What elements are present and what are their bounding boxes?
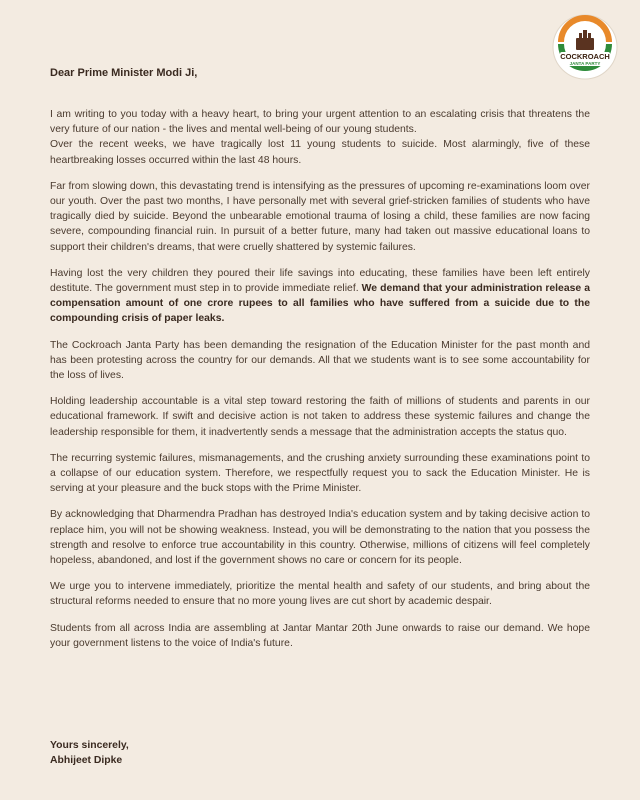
closing: Yours sincerely,: [50, 740, 129, 751]
paragraph-trend: Far from slowing down, this devastating trend is intensifying as the pressures of upcoming re-examinations loom over our youth. Over the past two months, I have personally met with several grief-stricken families of students who have tragically died by suicide. Beyond the unbearable emotional trauma of losing a child, these families are now facing severe, compounding financial ruin. In pursuit of a better future, many had taken out massive educational loans to support their children's dreams, that were cruelly shattered by systemic failures.: [50, 180, 590, 253]
signature-block: [50, 738, 129, 768]
paragraph-compensation-demand: We demand that your administration release a compensation amount of one crore rupees to all families who have suffered from a suicide due to the compounding crisis of paper leaks.: [50, 283, 591, 325]
paragraph-compensation-text: Having lost the very children they poured their life savings into educating, these families have been left entirely destitute. The government must step in to provide immediate relief.: [50, 267, 590, 295]
signatory-name: Abhijeet Dipke: [50, 755, 123, 767]
paragraph-resignation: The Cockroach Janta Party has been demanding the resignation of the Education Minister for the past month and has been protesting across the country for our demands. All that we students want is to see some accountability for the loss of lives.: [50, 339, 590, 382]
paragraph-accountability: Holding leadership accountable is a vital step toward restoring the faith of millions of students and parents in our educational framework. If swift and decisive action is not taken to address these systemic failures and change the leadership responsible for them, it inadvertently sends a message that the administration accepts the status quo.: [50, 396, 590, 438]
paragraph-compensation: [50, 266, 590, 327]
paragraph-assembly: Students from all across India are assembling at Jantar Mantar 20th June onwards to raise our demand. We hope your government listens to the voice of India's future.: [50, 622, 590, 649]
salutation: Dear Prime Minister Modi Ji,: [50, 67, 198, 79]
paragraph-request: The recurring systemic failures, mismanagements, and the crushing anxiety surrounding these examinations point to a collapse of our education system. Therefore, we respectfully request you to sack the Education Minister. He is serving at your pleasure and the buck stops with the Prime Minister.: [50, 452, 590, 495]
logo-text-line1: COCKROACH: [560, 52, 610, 61]
paragraph-intro: [50, 107, 590, 168]
letter-body: [50, 107, 590, 662]
paragraph-intro-line1: I am writing to you today with a heavy heart, to bring your urgent attention to an escalating crisis that threatens the very future of our nation - the lives and mental well-being of our young students.: [50, 109, 590, 136]
paragraph-urge: We urge you to intervene immediately, prioritize the mental health and safety of our students, and bring about the structural reforms needed to ensure that no more young lives are cut short by academic despair.: [50, 581, 590, 608]
paragraph-intro-line2: Over the recent weeks, we have tragically lost 11 young students to suicide. Most alarmingly, five of these heartbreaking losses occurred within the last 48 hours.: [50, 139, 590, 166]
party-logo: [552, 14, 618, 80]
paragraph-acknowledge: By acknowledging that Dharmendra Pradhan has destroyed India's education system and by taking decisive action to replace him, you will not be showing weakness. Instead, you will be demonstrating to the nation that you possess the strength and resolve to enforce true accountability in this country. Otherwise, millions of citizens will feel completely hopeless, abandoned, and lost if the government shows no care or concern for its people.: [50, 509, 590, 567]
logo-text-line2: JANTA PARTY: [569, 61, 601, 66]
